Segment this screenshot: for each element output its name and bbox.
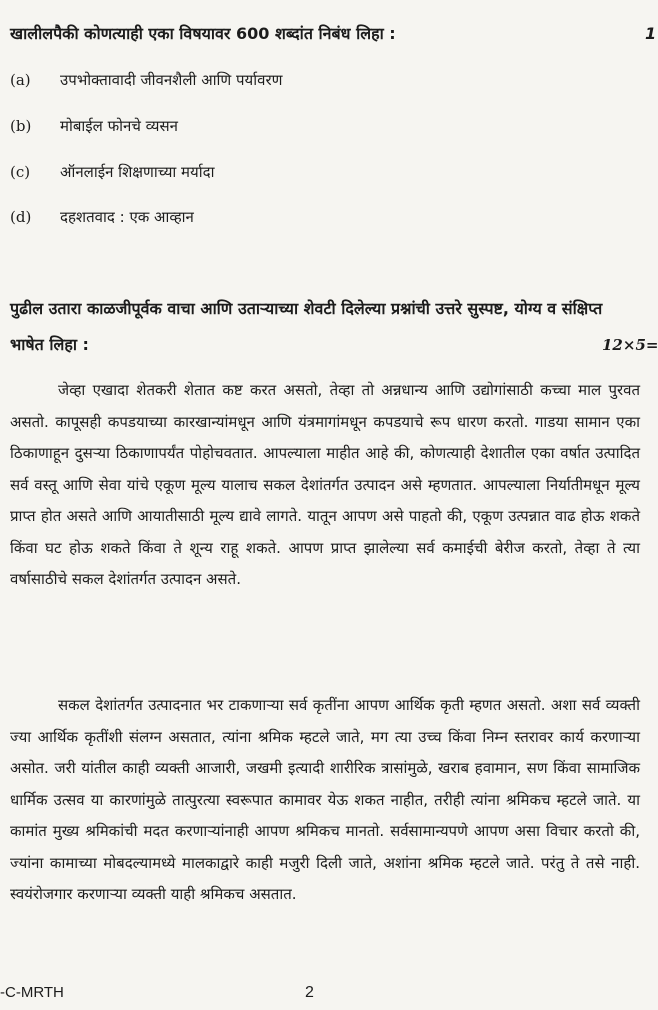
passage-paragraph-2: सकल देशांतर्गत उत्पादनात भर टाकणाऱ्या सर्व कृतींना आपण आर्थिक कृती म्हणत असतो. अशा सर्व व्यक्ती ज्या आर्थिक कृतींशी संलग्न असतात, त्यांना श्रमिक म्हटले जाते, मग त्या उच्च किंवा निम्न स्तरावर कार्य करणाऱ्या असोत. जरी यांतील काही व्यक्ती आजारी, जखमी इत्यादी शारीरिक त्रासांमुळे, खराब हवामान, सण किंवा सामाजिक धार्मिक उत्सव या कारणांमुळे तात्पुरत्या स्वरूपात कामावर येऊ शकत नाहीत, तरीही त्यांना श्रमिकच म्हटले जाते. या कामांत मुख्य श्रमिकांची मदत करणाऱ्यांनाही आपण श्रमिकच मानतो. सर्वसामान्यपणे आपण असा विचार करतो की, ज्यांना कामाच्या मोबदल्यामध्ये मालकाद्वारे काही मजुरी दिली जाते, अशांना श्रमिक म्हटले जाते. परंतु ते तसे नाही. स्वयंरोजगार करणाऱ्या व्यक्ती याही श्रमिकच असतात. xyxy=(10,696,640,903)
option-text: मोबाईल फोनचे व्यसन xyxy=(60,117,178,135)
option-label: (b) xyxy=(10,117,32,135)
option-label: (a) xyxy=(10,71,31,89)
marks-allocation: 12×5= xyxy=(602,336,658,354)
option-b xyxy=(10,116,178,136)
option-text: उपभोक्तावादी जीवनशैली आणि पर्यावरण xyxy=(60,71,283,89)
question-number: 1 xyxy=(645,24,657,43)
option-a xyxy=(10,70,282,90)
passage-paragraph-1: जेव्हा एखादा शेतकरी शेतात कष्ट करत असतो, तेव्हा तो अन्नधान्य आणि उद्योगांसाठी कच्चा माल पुरवत असतो. कापूसही कपडयाच्या कारखान्यांमधून आणि यंत्रमागांमधून कपडयाचे रूप धारण करतो. गाडया सामान एका ठिकाणाहून दुसऱ्या ठिकाणापर्यंत पोहोचवतात. आपल्याला माहीत आहे की, कोणत्याही देशातील एका वर्षात उत्पादित सर्व वस्तू आणि सेवा यांचे एकूण मूल्य यालाच सकल देशांतर्गत उत्पादन असे म्हणतात. आपल्याला निर्यातीमधून मूल्य प्राप्त होत असते आणि आयातीसाठी मूल्य द्यावे लागते. यातून आपण असे पाहतो की, एकूण उत्पन्नात वाढ होऊ शकते किंवा घट होऊ शकते किंवा ते शून्य राहू शकते. आपण प्राप्त झालेल्या सर्व कमाईची बेरीज करतो, तेव्हा ते त्या वर्षासाठीचे सकल देशांतर्गत उत्पादन असते. xyxy=(10,381,640,588)
paper-code: -C-MRTH xyxy=(0,984,64,1001)
passage-instruction: पुढील उतारा काळजीपूर्वक वाचा आणि उताऱ्याच्या शेवटी दिलेल्या प्रश्नांची उत्तरे सुस्पष्ट, योग्य व संक्षिप्त भाषेत लिहा : xyxy=(10,299,603,354)
option-label: (c) xyxy=(10,163,31,181)
question-heading: खालीलपैकी कोणत्याही एका विषयावर 600 शब्दांत निबंध लिहा : xyxy=(10,24,396,43)
option-label: (d) xyxy=(10,208,32,226)
option-text: दहशतवाद : एक आव्हान xyxy=(60,208,194,226)
option-text: ऑनलाईन शिक्षणाच्या मर्यादा xyxy=(60,163,215,181)
option-c xyxy=(10,162,214,182)
page-number: 2 xyxy=(305,984,314,1001)
option-d xyxy=(10,207,194,227)
